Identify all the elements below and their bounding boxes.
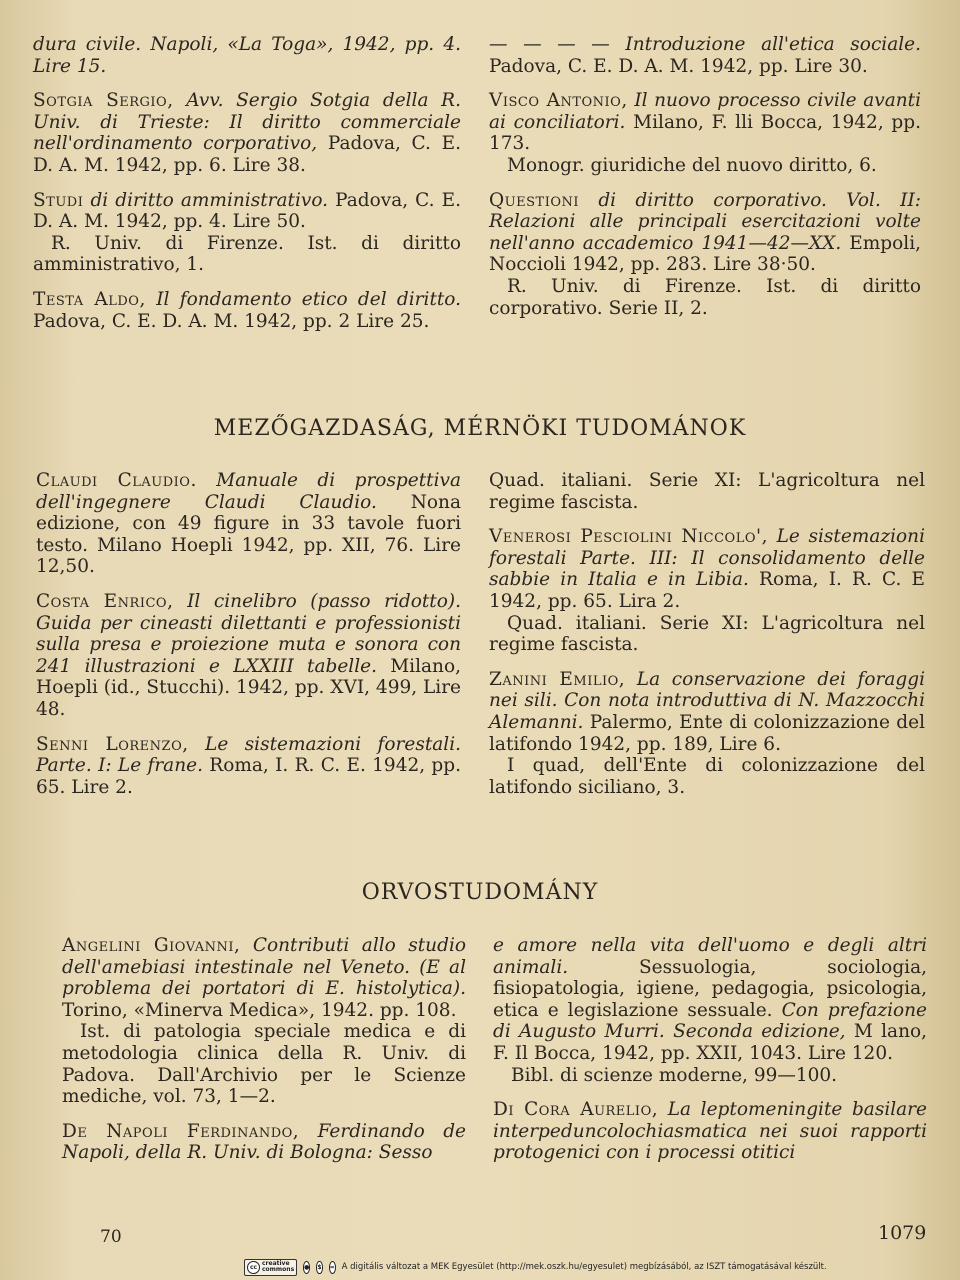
- entry-author: Angelini Giovanni,: [62, 935, 241, 956]
- entry-author: De Napoli Ferdinando,: [62, 1120, 300, 1142]
- entry-publication: Empoli, Noccioli 1942, pp. 283. Lire 38·50.: [489, 232, 921, 276]
- entry-claudi: [36, 470, 461, 578]
- left-column-middle: [36, 470, 461, 811]
- entry-angelini: [62, 935, 466, 1021]
- entry-continued: Quad. italiani. Serie XI: L'agricoltura nel regime fascista.: [489, 470, 925, 513]
- entry-studi: [33, 190, 461, 233]
- entry-title: Il fondamento etico del diritto.: [156, 288, 462, 310]
- entry-publication: Roma, I. R. C. E. 1942, pp. 65. Lire 2.: [36, 755, 461, 798]
- attribution-icon: ●: [303, 1261, 310, 1274]
- entry-title: La leptomeningite basilare interpeduncolochiasmatica nei suoi rapporti protogenici con i processi otitici: [493, 1099, 927, 1164]
- entry-publication: Padova, C. E. D. A. M. 1942, pp. 4. Lire 50.: [33, 189, 461, 233]
- entry-continued: [493, 935, 927, 1065]
- entry-title: Ferdinando de Napoli, della R. Univ. di Bologna: Sesso: [62, 1120, 467, 1164]
- entry-author: Studi: [33, 189, 84, 211]
- right-column-top: [489, 34, 921, 332]
- entry-introduzione: [489, 34, 921, 77]
- entry-title-2: Con prefazione di Augusto Murri. Seconda edizione,: [493, 999, 927, 1043]
- entry-publication: Milano, F. lli Bocca, 1942, pp. 173.: [489, 111, 921, 155]
- noderivatives-icon: =: [329, 1261, 336, 1274]
- entry-de-napoli: [62, 1121, 466, 1164]
- page-number-right: 1079: [878, 1222, 927, 1244]
- entry-publication: Palermo, Ente di colonizzazione del latifondo 1942, pp. 189, Lire 6.: [489, 711, 925, 755]
- entry-title: Le sistemazioni forestali Parte. III: Il consolidamento delle sabbie in Italia e in Libia.: [489, 526, 925, 591]
- cc-word-bottom: commons: [262, 1266, 295, 1273]
- entry-sotgia: [33, 90, 461, 176]
- entry-title: — — — — Introduzione all'etica sociale.: [489, 34, 921, 55]
- entry-publication: Torino, «Minerva Medica», 1942. pp. 108.: [62, 999, 457, 1021]
- section-heading-medicine: ORVOSTUDOMÁNY: [361, 880, 599, 905]
- footer-text: A digitális változat a MEK Egyesület (http://mek.oszk.hu/egyesulet) megbízásából, az ISZT támogatásával készült.: [341, 1262, 827, 1272]
- entry-venerosi: [489, 526, 925, 612]
- section-heading-agriculture: MEZŐGAZDASÁG, MÉRNÖKI TUDOMÁNOK: [213, 416, 747, 441]
- noncommercial-icon: $: [316, 1261, 322, 1274]
- entry-title: Le sistemazioni forestali. Parte. I: Le frane.: [36, 733, 461, 777]
- cc-word-top: creative: [262, 1260, 290, 1267]
- entry-note: Ist. di patologia speciale medica e di metodologia clinica della R. Univ. di Padova. Dall'Archivio per le Scienze mediche, vol. 73, 1—2.: [62, 1021, 466, 1108]
- entry-title: di diritto corporativo. Vol. II: Relazioni alle principali esercitazioni volte nell'anno accademico 1941—42—XX.: [489, 189, 921, 254]
- entry-text: dura civile. Napoli, «La Toga», 1942, pp. 4. Lire 15.: [33, 34, 461, 77]
- left-column-top: [33, 34, 461, 345]
- entry-testa: [33, 289, 461, 332]
- entry-title: La conservazione dei foraggi nei sili. Con nota introduttiva di N. Mazzocchi Alemanni.: [489, 668, 925, 733]
- entry-zanini: [489, 669, 925, 755]
- entry-title: Manuale di prospettiva dell'ingegnere Claudi Claudio.: [36, 470, 461, 513]
- entry-title: e amore nella vita dell'uomo e degli altri animali.: [493, 935, 927, 978]
- entry-publication: Milano, Hoepli (id., Stucchi). 1942, pp. XVI, 499, Lire 48.: [36, 655, 461, 720]
- entry-publication: Nona edizione, con 49 figure in 33 tavole fuori testo. Milano Hoepli 1942, pp. XII, 76. Lire 12,50.: [36, 491, 461, 578]
- entry-note: I quad, dell'Ente di colonizzazione del latifondo siciliano, 3.: [489, 755, 925, 798]
- entry-note: R. Univ. di Firenze. Ist. di diritto corporativo. Serie II, 2.: [489, 275, 921, 319]
- entry-senni: [36, 734, 461, 799]
- entry-author: Zanini Emilio,: [489, 668, 626, 690]
- entry-author: Testa Aldo,: [33, 288, 146, 310]
- entry-publication: Roma, I. R. C. E 1942, pp. 65. Lira 2.: [489, 569, 925, 612]
- entry-publication: Padova, C. E. D. A. M. 1942, pp. 6. Lire 38.: [33, 133, 461, 176]
- license-footer: [244, 1257, 827, 1277]
- entry-note: R. Univ. di Firenze. Ist. di diritto amministrativo, 1.: [33, 232, 461, 276]
- page-number-left: 70: [100, 1227, 122, 1247]
- entry-title: Avv. Sergio Sotgia della R. Univ. di Trieste: Il diritto commerciale nell'ordinamento corporativo,: [33, 90, 461, 155]
- entry-continued: [33, 34, 461, 77]
- entry-title: di diritto amministrativo.: [90, 189, 329, 211]
- entry-author: Di Cora Aurelio,: [493, 1099, 659, 1121]
- entry-costa: [36, 591, 461, 721]
- entry-title: Il cinelibro (passo ridotto). Guida per cineasti dilettanti e professionisti sulla presa e proiezione muta e sonora con 241 illustrazioni e LXXIII tabelle.: [36, 590, 461, 677]
- entry-title: Il nuovo processo civile avanti ai conciliatori.: [489, 90, 921, 133]
- entry-visco: [489, 90, 921, 155]
- entry-author: Costa Enrico,: [36, 590, 174, 612]
- entry-di-cora: [493, 1099, 927, 1164]
- entry-publication: M lano, F. Il Bocca, 1942, pp. XXII, 1043. Lire 120.: [493, 1021, 927, 1064]
- cc-wordmark: [262, 1261, 294, 1273]
- entry-author: Sotgia Sergio,: [33, 90, 174, 112]
- entry-publication: Padova, C. E. D. A. M. 1942, pp. Lire 30.: [489, 55, 868, 77]
- entry-author: Questioni: [489, 189, 579, 211]
- entry-author: Visco Antonio,: [489, 90, 628, 112]
- entry-note: Bibl. di scienze moderne, 99—100.: [511, 1064, 838, 1086]
- entry-subjects: Sessuologia, sociologia, fisiopatologia, igiene, pedagogia, psicologia, etica e legislazione sessuale.: [493, 956, 927, 1021]
- right-column-bottom: [493, 935, 927, 1177]
- entry-author: Senni Lorenzo,: [36, 733, 189, 755]
- entry-author: Venerosi Pesciolini Niccolo',: [489, 526, 768, 548]
- entry-publication: Padova, C. E. D. A. M. 1942, pp. 2 Lire 25.: [33, 310, 430, 332]
- cc-logo-icon: cc: [247, 1261, 260, 1274]
- entry-questioni: [489, 190, 921, 276]
- creative-commons-badge[interactable]: [244, 1259, 297, 1276]
- entry-note: Monogr. giuridiche del nuovo diritto, 6.: [507, 154, 877, 176]
- entry-title: Contributi allo studio dell'amebiasi intestinale nel Veneto. (E al problema dei portatori di E. histolytica).: [62, 935, 466, 1000]
- right-column-middle: [489, 470, 925, 811]
- left-column-bottom: [62, 935, 466, 1177]
- entry-author: Claudi Claudio.: [36, 470, 197, 491]
- entry-note: Quad. italiani. Serie XI: L'agricoltura nel regime fascista.: [489, 612, 925, 656]
